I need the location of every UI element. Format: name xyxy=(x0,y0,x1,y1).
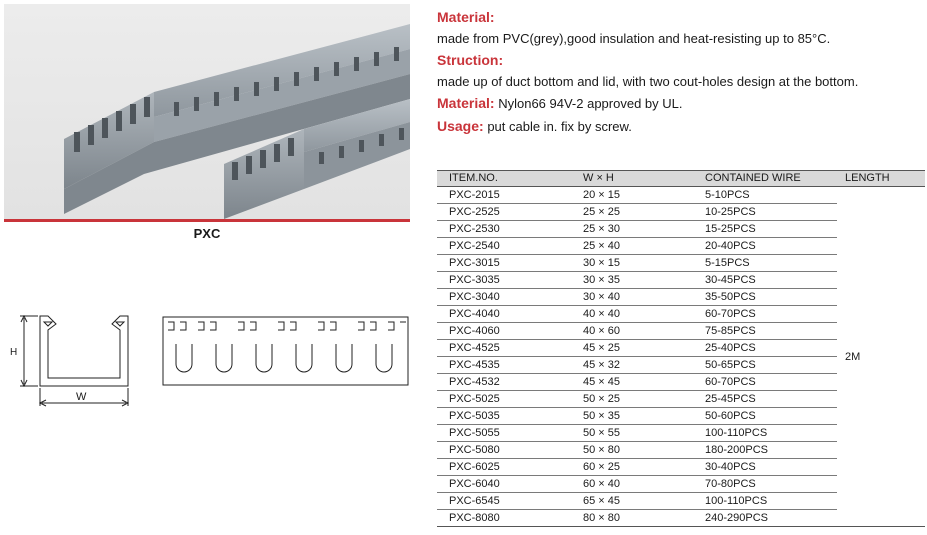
item-no-cell: PXC-3040 xyxy=(449,291,500,303)
size-cell: 25 × 25 xyxy=(583,206,621,218)
size-cell: 60 × 25 xyxy=(583,461,621,473)
item-no-cell: PXC-5025 xyxy=(449,393,500,405)
table-row xyxy=(437,391,837,408)
size-cell: 60 × 40 xyxy=(583,478,621,490)
contained-wire-cell: 30-40PCS xyxy=(705,461,756,473)
header-item-no: ITEM.NO. xyxy=(449,172,498,184)
size-cell: 50 × 55 xyxy=(583,427,621,439)
spec-material-heading: Material: xyxy=(437,9,495,25)
size-cell: 50 × 25 xyxy=(583,393,621,405)
length-value: 2M xyxy=(845,351,861,363)
item-no-cell: PXC-5055 xyxy=(449,427,500,439)
size-cell: 30 × 35 xyxy=(583,274,621,286)
size-cell: 25 × 40 xyxy=(583,240,621,252)
cross-section-drawing xyxy=(8,310,138,410)
size-cell: 50 × 80 xyxy=(583,444,621,456)
contained-wire-cell: 240-290PCS xyxy=(705,512,768,524)
header-size: W × H xyxy=(583,172,614,184)
table-row xyxy=(437,204,837,221)
table-row xyxy=(437,476,837,493)
item-no-cell: PXC-6040 xyxy=(449,478,500,490)
item-no-cell: PXC-2525 xyxy=(449,206,500,218)
item-no-cell: PXC-2015 xyxy=(449,189,500,201)
contained-wire-cell: 5-15PCS xyxy=(705,257,750,269)
spec-struction-text: made up of duct bottom and lid, with two cout-holes design at the bottom. xyxy=(437,74,859,89)
header-length: LENGTH xyxy=(845,172,890,184)
contained-wire-cell: 50-65PCS xyxy=(705,359,756,371)
contained-wire-cell: 180-200PCS xyxy=(705,444,768,456)
contained-wire-cell: 30-45PCS xyxy=(705,274,756,286)
product-caption: PXC xyxy=(193,226,221,241)
item-no-cell: PXC-6025 xyxy=(449,461,500,473)
spec-struction-heading: Struction: xyxy=(437,52,504,68)
height-label: H xyxy=(10,347,18,358)
size-cell: 50 × 35 xyxy=(583,410,621,422)
contained-wire-cell: 75-85PCS xyxy=(705,325,756,337)
item-no-cell: PXC-4040 xyxy=(449,308,500,320)
table-row xyxy=(437,493,837,510)
product-photo xyxy=(4,4,410,222)
table-row xyxy=(437,238,837,255)
contained-wire-cell: 60-70PCS xyxy=(705,308,756,320)
table-row xyxy=(437,408,837,425)
contained-wire-cell: 60-70PCS xyxy=(705,376,756,388)
spec-material-text: made from PVC(grey),good insulation and heat-resisting up to 85°C. xyxy=(437,31,831,46)
contained-wire-cell: 35-50PCS xyxy=(705,291,756,303)
contained-wire-cell: 100-110PCS xyxy=(705,427,768,439)
item-no-cell: PXC-4532 xyxy=(449,376,500,388)
table-row xyxy=(437,323,837,340)
contained-wire-cell: 10-25PCS xyxy=(705,206,756,218)
item-no-cell: PXC-3035 xyxy=(449,274,500,286)
table-row xyxy=(437,221,837,238)
size-cell: 25 × 30 xyxy=(583,223,621,235)
size-cell: 40 × 40 xyxy=(583,308,621,320)
contained-wire-cell: 25-45PCS xyxy=(705,393,756,405)
spec-usage: Usage: put cable in. fix by screw. xyxy=(437,118,632,134)
table-row xyxy=(437,459,837,476)
contained-wire-cell: 70-80PCS xyxy=(705,478,756,490)
size-cell: 30 × 15 xyxy=(583,257,621,269)
table-row xyxy=(437,357,837,374)
cable-duct-illustration xyxy=(4,4,410,219)
table-row xyxy=(437,425,837,442)
contained-wire-cell: 50-60PCS xyxy=(705,410,756,422)
table-row xyxy=(437,272,837,289)
table-header xyxy=(437,170,925,187)
table-row xyxy=(437,340,837,357)
size-cell: 30 × 40 xyxy=(583,291,621,303)
table-row xyxy=(437,442,837,459)
item-no-cell: PXC-2540 xyxy=(449,240,500,252)
item-no-cell: PXC-4060 xyxy=(449,325,500,337)
side-view-drawing xyxy=(162,316,410,388)
size-cell: 80 × 80 xyxy=(583,512,621,524)
size-cell: 45 × 32 xyxy=(583,359,621,371)
item-no-cell: PXC-4525 xyxy=(449,342,500,354)
width-label: W xyxy=(76,391,87,403)
contained-wire-cell: 25-40PCS xyxy=(705,342,756,354)
contained-wire-cell: 100-110PCS xyxy=(705,495,768,507)
table-row xyxy=(437,187,837,204)
spec-material-ul: Material: Nylon66 94V-2 approved by UL. xyxy=(437,95,683,111)
item-no-cell: PXC-2530 xyxy=(449,223,500,235)
size-cell: 45 × 45 xyxy=(583,376,621,388)
size-cell: 20 × 15 xyxy=(583,189,621,201)
size-cell: 40 × 60 xyxy=(583,325,621,337)
item-no-cell: PXC-5080 xyxy=(449,444,500,456)
size-cell: 45 × 25 xyxy=(583,342,621,354)
item-no-cell: PXC-6545 xyxy=(449,495,500,507)
table-row xyxy=(437,374,837,391)
contained-wire-cell: 15-25PCS xyxy=(705,223,756,235)
contained-wire-cell: 5-10PCS xyxy=(705,189,750,201)
item-no-cell: PXC-3015 xyxy=(449,257,500,269)
product-table xyxy=(437,170,925,527)
item-no-cell: PXC-5035 xyxy=(449,410,500,422)
size-cell: 65 × 45 xyxy=(583,495,621,507)
table-row xyxy=(437,289,837,306)
contained-wire-cell: 20-40PCS xyxy=(705,240,756,252)
table-row xyxy=(437,306,837,323)
table-row xyxy=(437,255,837,272)
header-contained-wire: CONTAINED WIRE xyxy=(705,172,801,184)
item-no-cell: PXC-4535 xyxy=(449,359,500,371)
table-row xyxy=(437,510,925,527)
item-no-cell: PXC-8080 xyxy=(449,512,500,524)
